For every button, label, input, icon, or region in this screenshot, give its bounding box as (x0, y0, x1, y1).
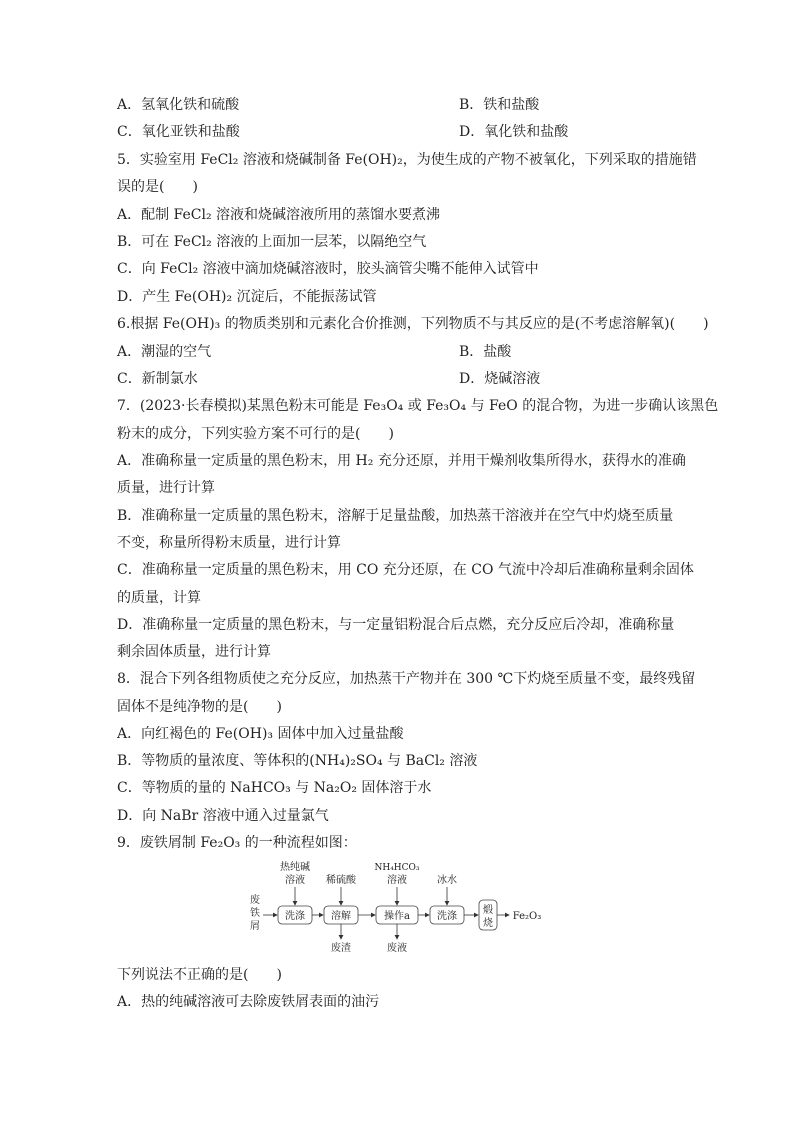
q9-stem: 9．废铁屑制 Fe₂O₃ 的一种流程如图： (117, 835, 357, 851)
flow-box-wash-1-label: 洗涤 (285, 911, 305, 922)
q7-option-c-line2: 的质量，计算 (117, 590, 201, 606)
flow-reagent-3-line2: 溶液 (387, 875, 407, 886)
q4-option-a: A．氢氧化铁和硫酸 (117, 97, 240, 113)
q8-option-c: C．等物质的量的 NaHCO₃ 与 Na₂O₂ 固体溶于水 (117, 780, 432, 796)
flow-input-char-3: 屑 (250, 921, 260, 932)
flow-waste-liquid: 废液 (387, 943, 407, 954)
flow-box-wash-2-label: 洗涤 (437, 911, 457, 922)
flow-reagent-1-line2: 溶液 (285, 875, 305, 886)
q7-option-d-line2: 剩余固体质量，进行计算 (117, 644, 271, 660)
process-flow-diagram (245, 858, 555, 958)
q4-row1 (117, 96, 540, 114)
q8-option-a: A．向红褐色的 Fe(OH)₃ 固体中加入过量盐酸 (117, 726, 404, 742)
q5-stem-line1: 5．实验室用 FeCl₂ 溶液和烧碱制备 Fe(OH)₂，为使生成的产物不被氧化，下列采取的措施错 (117, 152, 697, 168)
flow-box-dissolve-label: 溶解 (331, 911, 351, 922)
q5-option-c: C．向 FeCl₂ 溶液中滴加烧碱溶液时，胶头滴管尖嘴不能伸入试管中 (117, 261, 539, 277)
q7-option-b-line2: 不变，称量所得粉末质量，进行计算 (117, 535, 341, 551)
q7-stem-line1: 7．(2023·长春模拟)某黑色粉末可能是 Fe₃O₄ 或 Fe₃O₄ 与 FeO 的混合物，为进一步确认该黑色 (117, 398, 719, 414)
flow-box-calcine-char-2: 烧 (483, 918, 493, 929)
q8-option-d: D．向 NaBr 溶液中通入过量氯气 (117, 808, 329, 824)
flow-input-char-1: 废 (250, 895, 260, 906)
q6-option-c: C．新制氯水 (117, 371, 198, 387)
q5-stem-line2: 误的是( ) (117, 179, 198, 195)
q6-row2 (117, 370, 541, 388)
flow-reagent-4: 冰水 (437, 875, 457, 886)
flow-reagent-1-line1: 热纯碱 (280, 862, 310, 873)
q5-option-d: D．产生 Fe(OH)₂ 沉淀后，不能振荡试管 (117, 289, 377, 305)
q7-option-a-line2: 质量，进行计算 (117, 480, 215, 496)
q5-option-b: B．可在 FeCl₂ 溶液的上面加一层苯，以隔绝空气 (117, 234, 427, 250)
q6-row1 (117, 343, 512, 361)
flow-waste-residue: 废渣 (331, 943, 351, 954)
q7-option-b-line1: B．准确称量一定质量的黑色粉末，溶解于足量盐酸，加热蒸干溶液并在空气中灼烧至质量 (117, 508, 674, 524)
q7-option-d-line1: D．准确称量一定质量的黑色粉末，与一定量铝粉混合后点燃，充分反应后冷却，准确称量 (117, 617, 675, 633)
q9-prompt: 下列说法不正确的是( ) (117, 967, 282, 983)
flow-product: Fe₂O₃ (512, 911, 542, 922)
flow-reagent-3-line1: NH₄HCO₃ (374, 863, 420, 873)
q4-row2 (117, 123, 569, 141)
q9-option-a: A．热的纯碱溶液可去除废铁屑表面的油污 (117, 994, 380, 1010)
q4-option-d: D．氧化铁和盐酸 (459, 124, 569, 140)
q4-option-c: C．氧化亚铁和盐酸 (117, 124, 240, 140)
q4-option-b: B．铁和盐酸 (459, 97, 540, 113)
q6-option-d: D．烧碱溶液 (459, 371, 541, 387)
flow-reagent-2: 稀硫酸 (326, 875, 356, 886)
q6-option-a: A．潮湿的空气 (117, 344, 212, 360)
q7-option-a-line1: A．准确称量一定质量的黑色粉末，用 H₂ 充分还原，并用干燥剂收集所得水，获得水的准确 (117, 453, 686, 469)
q6-stem: 6.根据 Fe(OH)₃ 的物质类别和元素化合价推测，下列物质不与其反应的是(不考虑溶解氧)( ) (117, 316, 709, 332)
q8-option-b: B．等物质的量浓度、等体积的(NH₄)₂SO₄ 与 BaCl₂ 溶液 (117, 753, 478, 769)
q7-stem-line2: 粉末的成分，下列实验方案不可行的是( ) (117, 426, 394, 442)
q5-option-a: A．配制 FeCl₂ 溶液和烧碱溶液所用的蒸馏水要煮沸 (117, 207, 441, 223)
flow-box-calcine-char-1: 煅 (483, 905, 493, 916)
q7-option-c-line1: C．准确称量一定质量的黑色粉末，用 CO 充分还原，在 CO 气流中冷却后准确称量剩余固体 (117, 562, 694, 578)
q8-stem-line2: 固体不是纯净物的是( ) (117, 699, 282, 715)
flow-box-operation-a-label: 操作a (384, 911, 410, 922)
flow-input-char-2: 铁 (250, 908, 260, 919)
q8-stem-line1: 8．混合下列各组物质使之充分反应，加热蒸干产物并在 300 ℃下灼烧至质量不变，最终残留 (117, 671, 696, 687)
q6-option-b: B．盐酸 (459, 344, 512, 360)
